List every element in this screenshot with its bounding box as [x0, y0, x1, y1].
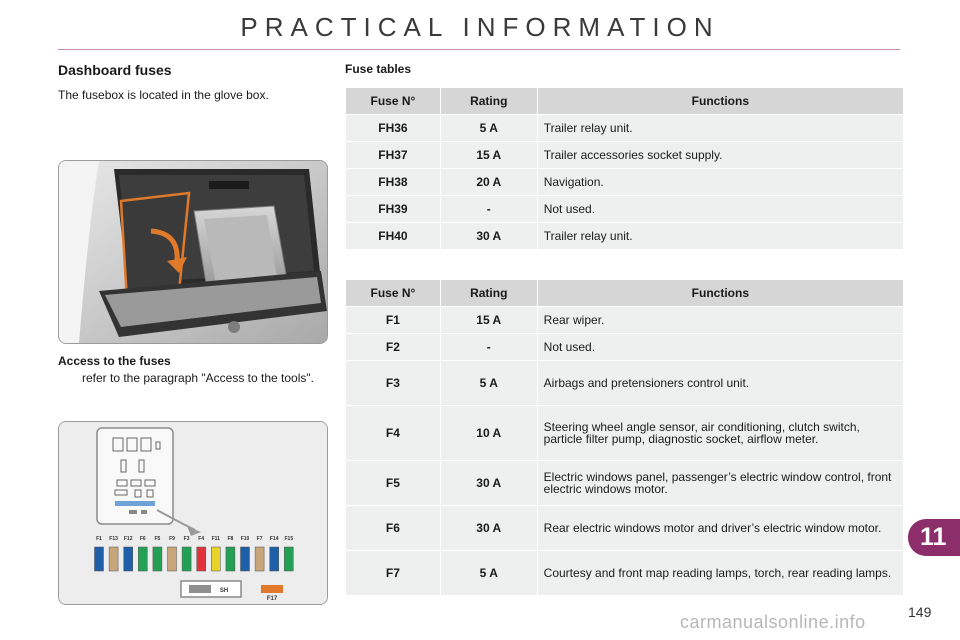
- fuse-body: [284, 547, 293, 571]
- table-row: [346, 142, 904, 169]
- column-header-fuse: Fuse N°: [346, 280, 441, 307]
- fuse-body: [95, 547, 104, 571]
- function-cell: Rear wiper.: [537, 307, 903, 334]
- fuse-cell: F2: [346, 334, 441, 361]
- table-row: [346, 406, 904, 461]
- fuse-f17-body: [261, 585, 283, 593]
- access-instruction-text: refer to the paragraph "Access to the tools".: [82, 371, 314, 385]
- fuse-table-trailer: [345, 87, 904, 250]
- column-header-functions: Functions: [537, 88, 903, 115]
- section-title: Dashboard fuses: [58, 62, 172, 78]
- function-cell: Not used.: [537, 334, 903, 361]
- access-title: Access to the fuses: [58, 354, 171, 368]
- watermark: carmanualsonline.info: [680, 612, 866, 632]
- fuse-body: [168, 547, 177, 571]
- fuse-cell: F7: [346, 551, 441, 596]
- fusebox-drawing: [59, 422, 327, 604]
- fuse-label: F10: [240, 536, 250, 542]
- column-header-functions: Functions: [537, 280, 903, 307]
- rating-cell: 15 A: [440, 142, 537, 169]
- fuse-body: [255, 547, 264, 571]
- fuse-cell: FH36: [346, 115, 441, 142]
- fuse-body: [109, 547, 118, 571]
- page-header-title: PRACTICAL INFORMATION: [240, 12, 720, 42]
- rating-cell: 30 A: [440, 223, 537, 250]
- fuse-label: F15: [284, 536, 294, 542]
- table-row: [346, 551, 904, 596]
- fuse-label: F9: [169, 536, 175, 542]
- fuse-body: [270, 547, 279, 571]
- page-number: 149: [908, 604, 932, 620]
- fuse-body: [124, 547, 133, 571]
- function-cell: Navigation.: [537, 169, 903, 196]
- fuse-cell: F4: [346, 406, 441, 461]
- column-header-rating: Rating: [440, 88, 537, 115]
- fuse-body: [241, 547, 250, 571]
- table-row: [346, 169, 904, 196]
- rating-cell: -: [440, 196, 537, 223]
- chapter-tab: 11: [908, 519, 960, 556]
- access-instruction: [58, 372, 328, 385]
- table-header-row: [346, 88, 904, 115]
- rating-cell: 5 A: [440, 361, 537, 406]
- function-cell: Rear electric windows motor and driver’s electric window motor.: [537, 506, 903, 551]
- column-header-rating: Rating: [440, 280, 537, 307]
- function-cell: Trailer accessories socket supply.: [537, 142, 903, 169]
- function-cell: Trailer relay unit.: [537, 115, 903, 142]
- fuse-body: [153, 547, 162, 571]
- fuse-label: F11: [211, 536, 220, 542]
- fuse-body: [182, 547, 191, 571]
- fuse-cell: F5: [346, 461, 441, 506]
- rating-cell: 30 A: [440, 506, 537, 551]
- table-row: [346, 223, 904, 250]
- function-cell: Not used.: [537, 196, 903, 223]
- table-row: [346, 196, 904, 223]
- rating-cell: 20 A: [440, 169, 537, 196]
- table-row: [346, 334, 904, 361]
- intro-text: The fusebox is located in the glove box.: [58, 88, 269, 102]
- fuse-cell: FH38: [346, 169, 441, 196]
- fuse-body: [197, 547, 206, 571]
- table-row: [346, 506, 904, 551]
- header-divider: [58, 49, 900, 50]
- fuse-cell: F1: [346, 307, 441, 334]
- fuse-cell: FH37: [346, 142, 441, 169]
- rating-cell: -: [440, 334, 537, 361]
- fuse-label: F1: [96, 536, 102, 542]
- fuse-label: F4: [198, 536, 205, 542]
- function-cell: Courtesy and front map reading lamps, torch, rear reading lamps.: [537, 551, 903, 596]
- fuse-table-dashboard: [345, 279, 904, 596]
- fuse-label: F12: [123, 536, 133, 542]
- rating-cell: 30 A: [440, 461, 537, 506]
- fuse-label-f17: F17: [266, 596, 278, 602]
- table-row: [346, 115, 904, 142]
- fuse-label: F7: [256, 536, 263, 542]
- column-header-fuse: Fuse N°: [346, 88, 441, 115]
- table-row: [346, 307, 904, 334]
- table-row: [346, 361, 904, 406]
- function-cell: Airbags and pretensioners control unit.: [537, 361, 903, 406]
- glove-box-drawing: [59, 161, 327, 343]
- rating-cell: 5 A: [440, 551, 537, 596]
- tables-heading: Fuse tables: [345, 62, 412, 76]
- table-header-row: [346, 280, 904, 307]
- table-row: [346, 461, 904, 506]
- fuse-label: F5: [154, 536, 161, 542]
- fuse-label: F13: [109, 536, 118, 542]
- fuse-label: F14: [269, 536, 279, 542]
- fusebox-diagram: [58, 421, 328, 605]
- function-cell: Steering wheel angle sensor, air conditioning, clutch switch, particle filter pump, diagnostic socket, airflow meter.: [537, 406, 903, 461]
- fuse-label: F8: [227, 536, 234, 542]
- rating-cell: 10 A: [440, 406, 537, 461]
- fuse-body: [226, 547, 235, 571]
- function-cell: Electric windows panel, passenger’s electric window control, front electric windows motor.: [537, 461, 903, 506]
- fuse-body: [211, 547, 220, 571]
- rating-cell: 5 A: [440, 115, 537, 142]
- rating-cell: 15 A: [440, 307, 537, 334]
- fuse-cell: FH39: [346, 196, 441, 223]
- fuse-cell: FH40: [346, 223, 441, 250]
- function-cell: Trailer relay unit.: [537, 223, 903, 250]
- fuse-cell: F6: [346, 506, 441, 551]
- fuse-body: [138, 547, 147, 571]
- fuse-label: F3: [183, 536, 190, 542]
- fuse-label-sh: SH: [219, 588, 229, 594]
- glove-box-illustration: [58, 160, 328, 344]
- fuse-label: F6: [139, 536, 146, 542]
- fuse-cell: F3: [346, 361, 441, 406]
